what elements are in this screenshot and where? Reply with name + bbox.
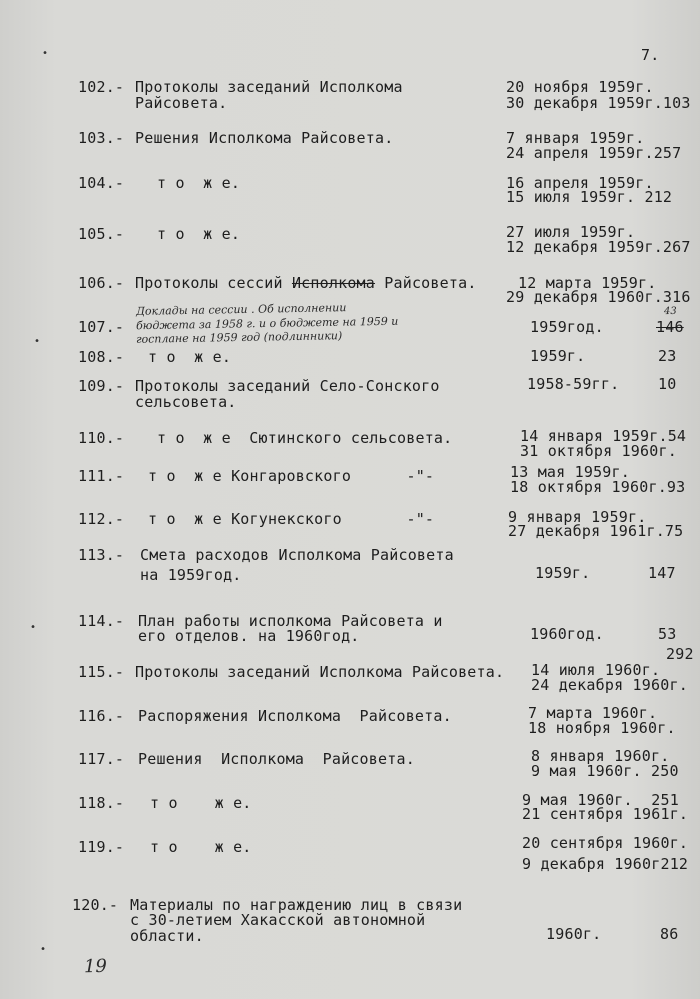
entry-date: 1959г. — [535, 564, 591, 582]
corrected-count: 43 — [663, 305, 677, 318]
entry-count: 292 — [666, 645, 694, 663]
entry-date-start: 12 марта 1959г. — [518, 274, 657, 292]
entry-title: Протоколы заседаний Село-Сонского — [135, 377, 440, 395]
entry-title: т о ж е Когунекского -"- — [148, 510, 435, 528]
entry-number: 104.- — [78, 174, 125, 192]
entry-number: 102.- — [78, 78, 125, 96]
entry-date-end: 31 октября 1960г. — [520, 442, 677, 460]
entry-date-end: 27 декабря 1961г.75 — [508, 522, 684, 540]
handwritten-note: бюджета за 1958 г. и о бюджете на 1959 и — [135, 314, 399, 333]
entry-number: 107.- — [78, 318, 125, 336]
entry-title: Протоколы заседаний Исполкома — [135, 78, 403, 96]
entry-title: Смета расходов Исполкома Райсовета — [140, 546, 454, 564]
entry-number: 103.- — [78, 129, 125, 147]
entry-count: 23 — [658, 347, 677, 365]
entry-title: сельсовета. — [135, 393, 237, 411]
entry-count: 147 — [648, 564, 676, 582]
entry-title: Распоряжения Исполкома Райсовета. — [138, 707, 452, 725]
entry-date-end: 9 мая 1960г. 250 — [531, 762, 679, 780]
entry-date-end: 15 июля 1959г. 212 — [506, 188, 673, 206]
entry-number: 119.- — [78, 838, 125, 856]
entry-title: т о ж е. — [148, 348, 232, 366]
struck-word: Исполкома — [291, 274, 376, 292]
struck-count: 146 — [656, 318, 684, 336]
entry-date-end: 24 декабря 1960г. — [531, 676, 688, 694]
entry-title: Решения Исполкома Райсовета. — [138, 750, 415, 768]
handwritten-note: госплане на 1959 год (подлинники) — [135, 329, 343, 346]
entry-date-start: 9 января 1959г. — [508, 508, 647, 526]
entry-number: 118.- — [78, 794, 125, 812]
entry-date-end: 24 апреля 1959г.257 — [506, 144, 682, 162]
entry-number: 109.- — [78, 377, 125, 395]
entry-number: 113.- — [78, 546, 125, 564]
entry-date-end: 18 октября 1960г.93 — [510, 478, 686, 496]
entry-title: т о ж е. — [150, 794, 252, 812]
entry-date-start: 20 ноября 1959г. — [506, 78, 654, 96]
entry-date: 1958-59гг. — [527, 375, 620, 393]
entry-date-end: 30 декабря 1959г.103 — [506, 94, 691, 112]
entry-number: 114.- — [78, 612, 125, 630]
entry-title: с 30-летием Хакасской автономной — [130, 911, 426, 929]
entry-number: 112.- — [78, 510, 125, 528]
entry-count: 86 — [660, 925, 679, 943]
entry-title: Протоколы заседаний Исполкома Райсовета. — [135, 663, 505, 681]
entry-date-end: 9 декабря 1960г212 — [522, 855, 689, 873]
entry-date-start: 16 апреля 1959г. — [506, 174, 654, 192]
entry-number: 106.- — [78, 274, 125, 292]
entry-date-start: 27 июля 1959г. — [506, 223, 636, 241]
entry-number: 115.- — [78, 663, 125, 681]
footer-handwritten-mark: 19 — [83, 955, 108, 978]
entry-title: т о ж е. — [157, 174, 241, 192]
entry-title: План работы исполкома Райсовета и — [138, 612, 443, 630]
entry-title: его отделов. на 1960год. — [138, 627, 360, 645]
page-number: 7. — [641, 46, 660, 64]
punch-hole-mark: • — [34, 336, 41, 347]
entry-date-end: 18 ноября 1960г. — [528, 719, 676, 737]
entry-date-start: 7 января 1959г. — [506, 129, 645, 147]
entry-date-end: 12 декабря 1959г.267 — [506, 238, 691, 256]
entry-number: 108.- — [78, 348, 125, 366]
entry-date: 1959год. — [530, 318, 604, 336]
entry-date-end: 29 декабря 1960г.316 — [506, 288, 691, 306]
entry-date-end: 21 сентября 1961г. — [522, 805, 689, 823]
entry-date: 1960г. — [546, 925, 602, 943]
entry-title: Решения Исполкома Райсовета. — [135, 129, 394, 147]
entry-title-part: Протоколы сессий — [135, 274, 292, 292]
entry-title-part: Райсовета. — [375, 274, 477, 292]
entry-number: 120.- — [72, 896, 119, 914]
entry-number: 110.- — [78, 429, 125, 447]
entry-date-start: 14 января 1959г.54 — [520, 427, 687, 445]
entry-title: Материалы по награждению лиц в связи — [130, 896, 463, 914]
entry-number: 117.- — [78, 750, 125, 768]
entry-count: 53 — [658, 625, 677, 643]
entry-title: на 1959год. — [140, 566, 242, 584]
entry-count: 10 — [658, 375, 677, 393]
entry-title: т о ж е. — [150, 838, 252, 856]
entry-title: т о ж е Конгаровского -"- — [148, 467, 435, 485]
entry-number: 111.- — [78, 467, 125, 485]
punch-hole-mark: • — [30, 622, 37, 633]
entry-number: 116.- — [78, 707, 125, 725]
entry-date-start: 8 января 1960г. — [531, 747, 670, 765]
entry-date: 1959г. — [530, 347, 586, 365]
punch-hole-mark: • — [42, 48, 49, 59]
entry-date-start: 20 сентября 1960г. — [522, 834, 689, 852]
entry-date: 1960год. — [530, 625, 604, 643]
entry-title — [135, 276, 477, 291]
punch-hole-mark: • — [40, 944, 47, 955]
entry-title: т о ж е Сютинского сельсовета. — [157, 429, 453, 447]
handwritten-note: Доклады на сессии . Об исполнении — [135, 301, 347, 318]
entry-title: т о ж е. — [157, 225, 241, 243]
entry-title: области. — [130, 927, 204, 945]
entry-date-start: 9 мая 1960г. 251 — [522, 791, 679, 809]
entry-date-start: 13 мая 1959г. — [510, 463, 630, 481]
entry-number: 105.- — [78, 225, 125, 243]
entry-title: Райсовета. — [135, 94, 228, 112]
entry-date-start: 14 июля 1960г. — [531, 661, 661, 679]
entry-date-start: 7 марта 1960г. — [528, 704, 658, 722]
